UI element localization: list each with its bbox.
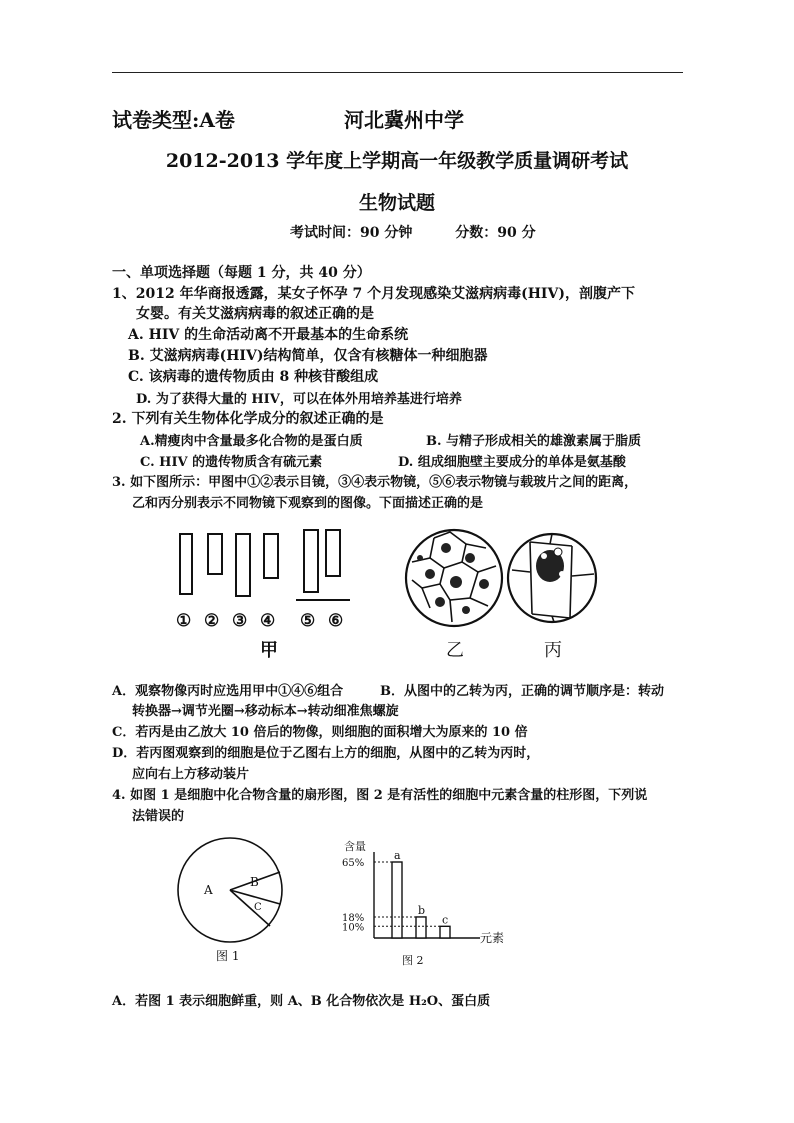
bar-c	[440, 926, 450, 938]
lens-label: ②	[204, 611, 220, 631]
section-title: 一、单项选择题（每题 1 分，共 40 分）	[112, 265, 371, 281]
lens-6-distance	[326, 530, 340, 576]
q3-option-b-cont: 转换器→调节光圈→移动标本→转动细准焦螺旋	[132, 704, 399, 719]
q3-option-a: A．观察物像丙时应选用甲中①④⑥组合	[112, 684, 344, 699]
q3-figure-jia	[160, 518, 390, 668]
q2-option-c: C. HIV 的遗传物质含有硫元素	[140, 455, 323, 470]
lens-label: ④	[260, 611, 276, 631]
figure-label-jia: 甲	[260, 640, 278, 661]
q1-option-a: A. HIV 的生命活动离不开最基本的生命系统	[128, 327, 409, 343]
q1-option-c: C. 该病毒的遗传物质由 8 种核苷酸组成	[128, 369, 379, 385]
lens-label: ①	[176, 611, 192, 631]
bar-label: a	[394, 849, 401, 862]
q3-stem-2: 乙和丙分别表示不同物镜下观察到的图像。下面描述正确的是	[132, 496, 484, 511]
q3-figure-views	[400, 518, 630, 668]
exam-time: 考试时间：90 分钟	[290, 225, 413, 241]
q3-option-d-cont: 应向右上方移动装片	[132, 767, 250, 782]
exam-meta	[290, 222, 536, 242]
lens-3-objective	[236, 534, 250, 596]
bar-a	[392, 862, 402, 938]
y-tick-label: 65%	[342, 858, 365, 869]
q3-option-b: B．从图中的乙转为丙，正确的调节顺序是：转动	[380, 684, 664, 699]
x-axis-label: 元素	[480, 931, 505, 945]
bar-b	[416, 917, 426, 938]
paper-type: 试卷类型:A卷	[112, 108, 235, 132]
q4-figure-1	[170, 832, 290, 972]
y-axis-label: 含量	[344, 840, 366, 853]
lens-1-eyepiece-short	[180, 534, 192, 594]
figure-1-caption: 图 1	[216, 949, 240, 963]
lens-label: ③	[232, 611, 248, 631]
q1-option-b: B. 艾滋病病毒(HIV)结构简单，仅含有核糖体一种细胞器	[128, 348, 488, 364]
bar-label: b	[418, 903, 426, 917]
y-tick-label: 10%	[342, 922, 365, 934]
exam-title: 2012-2013 学年度上学期高一年级教学质量调研考试	[165, 150, 629, 172]
q3-stem-1: 3. 如下图所示：甲图中①②表示目镜，③④表示物镜，⑤⑥表示物镜与载玻片之间的距离，	[112, 475, 638, 490]
q2-stem: 2. 下列有关生物体化学成分的叙述正确的是	[112, 411, 384, 427]
q4-stem-2: 法错误的	[132, 809, 185, 824]
q3-option-d: D．若丙图观察到的细胞是位于乙图右上方的细胞，从图中的乙转为丙时，	[112, 746, 540, 761]
q4-stem-1: 4. 如图 1 是细胞中化合物含量的扇形图，图 2 是有活性的细胞中元素含量的柱形图，下列说	[112, 788, 648, 803]
figure-2-caption: 图 2	[402, 954, 424, 967]
pie-label-b: B	[250, 875, 259, 889]
lens-label: ⑤	[300, 611, 316, 631]
pie-label-c: C	[254, 902, 262, 913]
pie-label-a: A	[204, 883, 213, 897]
q4-figure-2-chart	[330, 840, 530, 970]
lens-label: ⑥	[328, 611, 344, 631]
lens-2-eyepiece-long	[208, 534, 222, 574]
bar-label: c	[442, 913, 449, 927]
lens-5-distance	[304, 530, 318, 592]
lens-4-objective	[264, 534, 278, 578]
school-name: 河北冀州中学	[344, 108, 464, 132]
q2-option-a: A.精瘦肉中含量最多化合物的是蛋白质	[140, 434, 363, 449]
q2-option-d: D. 组成细胞壁主要成分的单体是氨基酸	[398, 455, 626, 470]
q1-option-d: D. 为了获得大量的 HIV，可以在体外用培养基进行培养	[136, 392, 462, 407]
q3-option-c: C．若丙是由乙放大 10 倍后的物像，则细胞的面积增大为原来的 10 倍	[112, 725, 528, 740]
figure-label-yi: 乙	[446, 640, 464, 661]
y-tick-label: 18%	[342, 912, 365, 924]
header-rule	[112, 72, 683, 73]
figure-label-bing: 丙	[544, 640, 562, 661]
q4-option-a: A．若图 1 表示细胞鲜重，则 A、B 化合物依次是 H₂O、蛋白质	[112, 994, 491, 1009]
subject-title: 生物试题	[358, 192, 435, 214]
q1-stem-1: 1、2012 年华商报透露，某女子怀孕 7 个月发现感染艾滋病病毒(HIV)，剖腹产下	[112, 286, 635, 302]
q1-stem-2: 女婴。有关艾滋病病毒的叙述正确的是	[136, 306, 374, 322]
exam-score: 分数：90 分	[455, 225, 536, 241]
q2-option-b: B. 与精子形成相关的雄激素属于脂质	[426, 434, 642, 449]
